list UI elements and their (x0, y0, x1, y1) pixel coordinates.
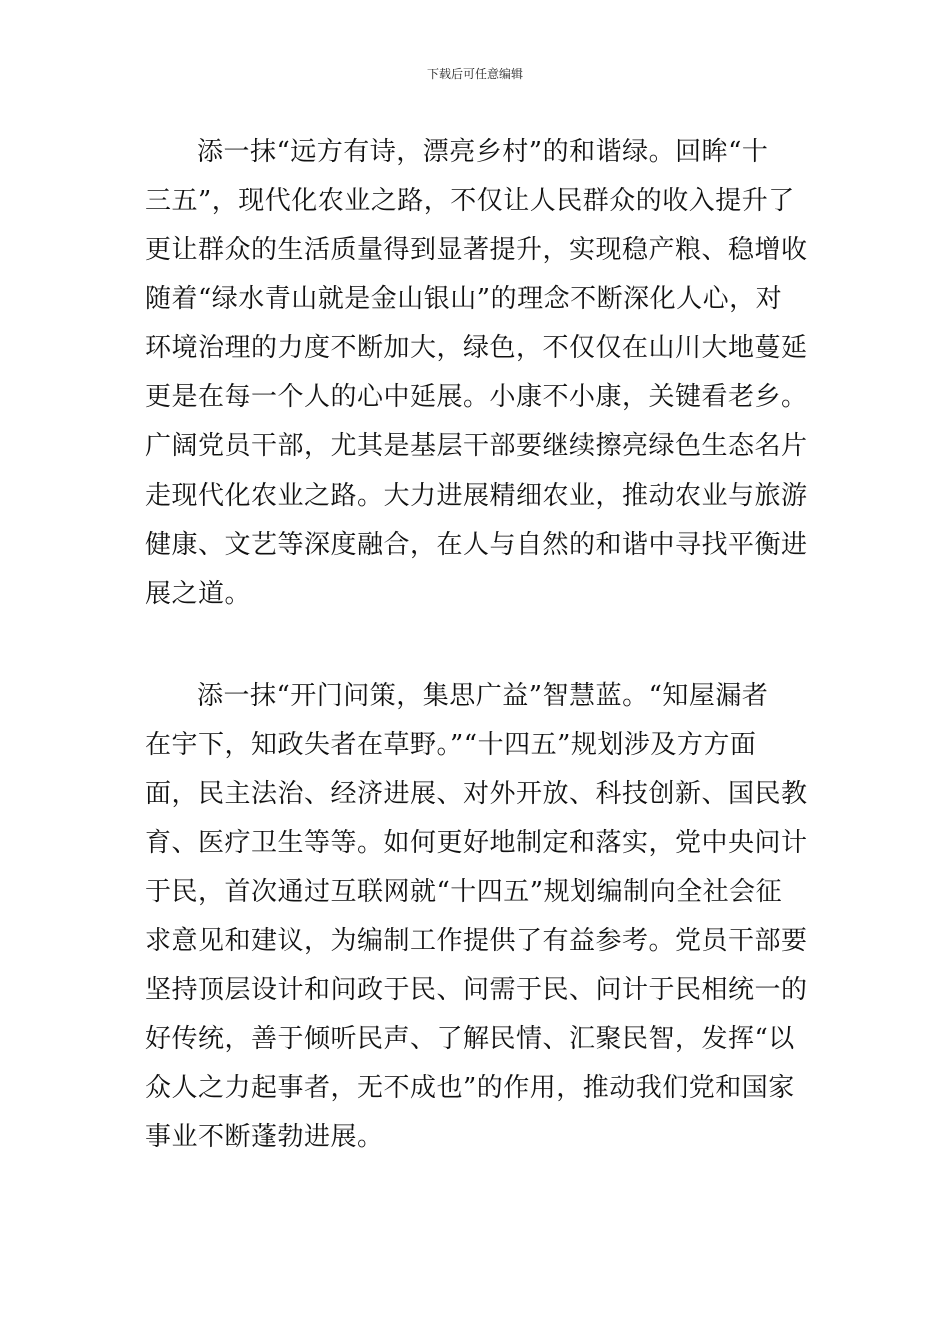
paragraph-2-line-2: 在宇下，知政失者在草野。”“十四五”规划涉及方方面 (145, 730, 757, 760)
paragraph-1-line-8: 走现代化农业之路。大力进展精细农业，推动农业与旅游 (145, 481, 808, 511)
paragraph-1-line-7: 广阔党员干部，尤其是基层干部要继续擦亮绿色生态名片 (145, 431, 808, 461)
paragraph-2-line-4: 育、医疗卫生等等。如何更好地制定和落实，党中央问计 (145, 828, 808, 858)
paragraph-1-line-9: 健康、文艺等深度融合，在人与自然的和谐中寻找平衡进 (145, 530, 808, 560)
paragraph-1-line-10: 展之道。 (145, 579, 252, 609)
paragraph-1-line-2: 三五”，现代化农业之路，不仅让人民群众的收入提升了 (145, 186, 795, 216)
paragraph-1-line-6: 更是在每一个人的心中延展。小康不小康，关键看老乡。 (145, 382, 808, 412)
header-note: 下载后可任意编辑 (426, 67, 523, 81)
paragraph-2-line-9: 众人之力起事者，无不成也”的作用，推动我们党和国家 (145, 1073, 795, 1103)
paragraph-1-line-5: 环境治理的力度不断加大，绿色，不仅仅在山川大地蔓延 (145, 333, 808, 363)
paragraph-2-line-10: 事业不断蓬勃进展。 (145, 1122, 384, 1152)
paragraph-2-line-8: 好传统，善于倾听民声、了解民情、汇聚民智，发挥“以 (145, 1024, 795, 1054)
paragraph-1-line-3: 更让群众的生活质量得到显著提升，实现稳产粮、稳增收 (145, 235, 808, 265)
paragraph-2-line-1: 添一抹“开门问策，集思广益”智慧蓝。“知屋漏者 (197, 681, 769, 711)
paragraph-2-line-6: 求意见和建议，为编制工作提供了有益参考。党员干部要 (145, 926, 808, 956)
paragraph-2-line-7: 坚持顶层设计和问政于民、问需于民、问计于民相统一的 (145, 975, 808, 1005)
paragraph-1-line-1: 添一抹“远方有诗，漂亮乡村”的和谐绿。回眸“十 (197, 137, 769, 167)
paragraph-2-line-3: 面，民主法治、经济进展、对外开放、科技创新、国民教 (145, 779, 808, 809)
paragraph-2-line-5: 于民，首次通过互联网就“十四五”规划编制向全社会征 (145, 877, 783, 907)
paragraph-1-line-4: 随着“绿水青山就是金山银山”的理念不断深化人心，对 (145, 284, 783, 314)
